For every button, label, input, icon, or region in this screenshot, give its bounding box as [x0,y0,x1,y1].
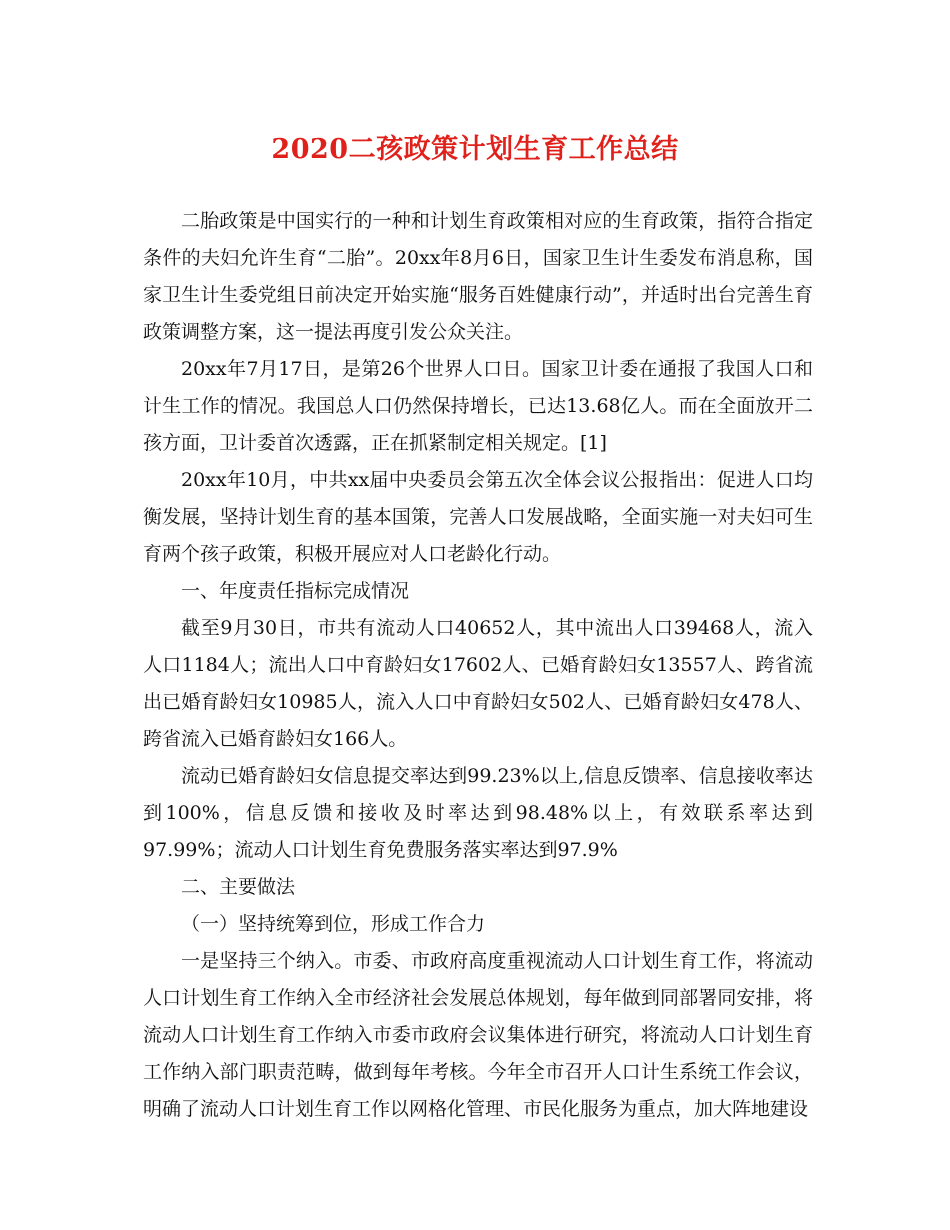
document-body [143,203,813,1128]
paragraph-intro: 二胎政策是中国实行的一种和计划生育政策相对应的生育政策，指符合指定条件的夫妇允许生育“二胎”。20xx年8月6日，国家卫生计生委发布消息称，国家卫生计生委党组日前决定开始实施“服务百姓健康行动”，并适时出台完善生育政策调整方案，这一提法再度引发公众关注。 [143,210,813,343]
paragraph-three-inclusions: 一是坚持三个纳入。市委、市政府高度重视流动人口计划生育工作，将流动人口计划生育工作纳入全市经济社会发展总体规划，每年做到同部署同安排，将流动人口计划生育工作纳入市委市政府会议集体进行研究，将流动人口计划生育工作纳入部门职责范畴，做到每年考核。今年全市召开人口计生系统工作会议，明确了流动人口计划生育工作以网格化管理、市民化服务为重点，加大阵地建设 [143,950,813,1120]
paragraph-population-day: 20xx年7月17日，是第26个世界人口日。国家卫计委在通报了我国人口和计生工作的情况。我国总人口仍然保持增长，已达13.68亿人。而在全面放开二孩方面，卫计委首次透露，正在抓紧制定相关规定。[1] [143,358,813,454]
document-title: 2020二孩政策计划生育工作总结 [271,134,679,165]
subsection-heading-coordination: （一）坚持统筹到位，形成工作合力 [181,913,486,935]
paragraph-info-rates: 流动已婚育龄妇女信息提交率达到99.23%以上,信息反馈率、信息接收率达到100%，信息反馈和接收及时率达到98.48%以上，有效联系率达到97.99%；流动人口计划生育免费服务落实率达到97.9% [143,765,813,861]
paragraph-plenary-session: 20xx年10月，中共xx届中央委员会第五次全体会议公报指出：促进人口均衡发展，坚持计划生育的基本国策，完善人口发展战略，全面实施一对夫妇可生育两个孩子政策，积极开展应对人口老龄化行动。 [143,469,813,565]
section-heading-annual-targets: 一、年度责任指标完成情况 [181,580,410,602]
section-heading-main-practices: 二、主要做法 [181,876,296,898]
paragraph-floating-population: 截至9月30日，市共有流动人口40652人，其中流出人口39468人，流入人口1184人；流出人口中育龄妇女17602人、已婚育龄妇女13557人、跨省流出已婚育龄妇女10985人，流入人口中育龄妇女502人、已婚育龄妇女478人、跨省流入已婚育龄妇女166人。 [143,617,813,750]
